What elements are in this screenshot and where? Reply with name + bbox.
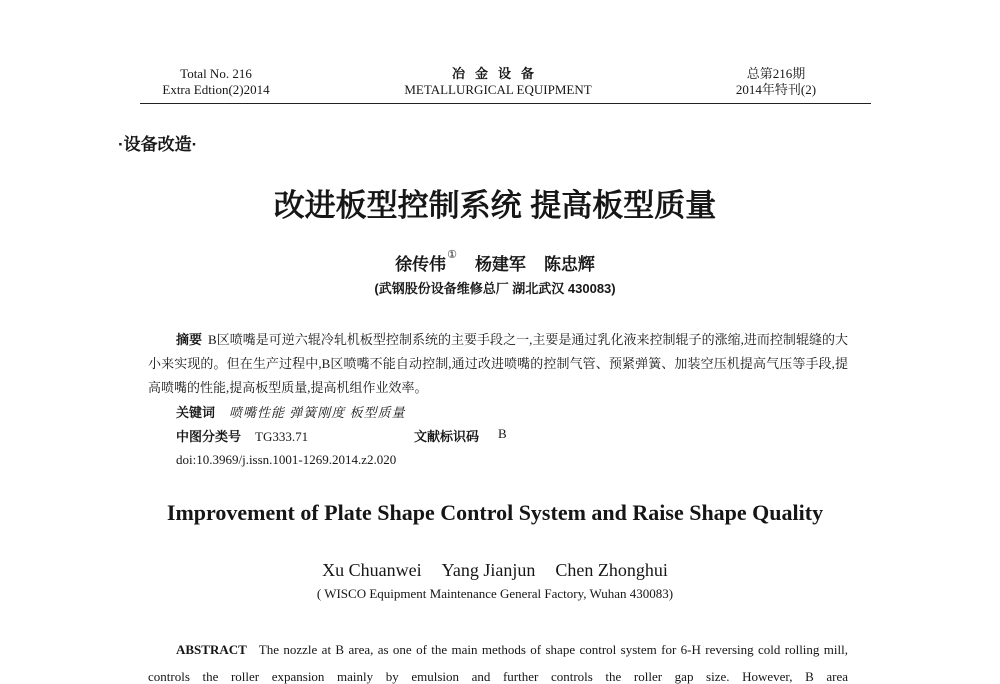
author-cn-1: 徐传伟 <box>395 255 447 274</box>
authors-en <box>0 560 990 581</box>
header-left <box>150 66 282 98</box>
affiliation-en: ( WISCO Equipment Maintenance General Factory, Wuhan 430083) <box>316 586 674 601</box>
column-tag: ·设备改造· <box>118 135 198 154</box>
header-edition: Extra Edtion(2)2014 <box>162 82 270 97</box>
authors-cn <box>0 250 990 275</box>
author-en-1: Xu Chuanwei <box>322 560 422 580</box>
classification-value: TG333.71 <box>255 429 309 444</box>
abstract-cn <box>148 328 848 400</box>
title-cn: 改进板型控制系统 提高板型质量 <box>273 188 717 223</box>
document-code-value: B <box>498 426 507 441</box>
keywords-label: 关键词 <box>176 405 216 420</box>
doi: doi:10.3969/j.issn.1001-1269.2014.z2.020 <box>176 452 397 467</box>
header-issue-cn: 总第216期 <box>746 66 806 81</box>
keywords-value: 喷嘴性能 弹簧刚度 板型质量 <box>229 405 406 420</box>
title-en: Improvement of Plate Shape Control System and Raise Shape Quality <box>166 500 824 525</box>
abstract-en-text: The nozzle at B area, as one of the main methods of shape control system for 6-H reversing cold rolling mill, controls the roller expansion mainly by emulsion and further controls the roller gap size. However, B area <box>148 642 848 684</box>
header-rule <box>140 103 871 104</box>
journal-name-cn: 冶金设备 <box>451 66 544 81</box>
header-total-number: Total No. 216 <box>180 66 252 81</box>
header-right <box>716 66 836 98</box>
author-cn-3: 陈忠辉 <box>543 255 595 274</box>
abstract-en-label: ABSTRACT <box>176 642 247 657</box>
author-footnote-mark: ① <box>447 249 457 261</box>
author-en-3: Chen Zhonghui <box>555 560 668 580</box>
author-en-2: Yang Jianjun <box>441 560 536 580</box>
journal-name-en: METALLURGICAL EQUIPMENT <box>404 82 592 97</box>
abstract-cn-label: 摘要 <box>176 332 203 347</box>
affiliation-cn: (武钢股份设备维修总厂 湖北武汉 430083) <box>374 281 616 296</box>
header-journal <box>380 66 616 98</box>
classification <box>176 426 507 445</box>
abstract-en <box>148 636 848 684</box>
header-special-issue: 2014年特刊(2) <box>735 82 817 97</box>
author-cn-2: 杨建军 <box>474 255 526 274</box>
classification-label: 中图分类号 <box>176 429 242 444</box>
document-code-label: 文献标识码 <box>414 429 480 444</box>
keywords <box>176 402 406 421</box>
abstract-cn-text: B区喷嘴是可逆六辊冷轧机板型控制系统的主要手段之一,主要是通过乳化液来控制辊子的涨缩,进而控制辊缝的大小来实现的。但在生产过程中,B区喷嘴不能自动控制,通过改进喷嘴的控制气管、预紧弹簧、加装空压机提高气压等手段,提高喷嘴的性能,提高板型质量,提高机组作业效率。 <box>148 332 848 395</box>
